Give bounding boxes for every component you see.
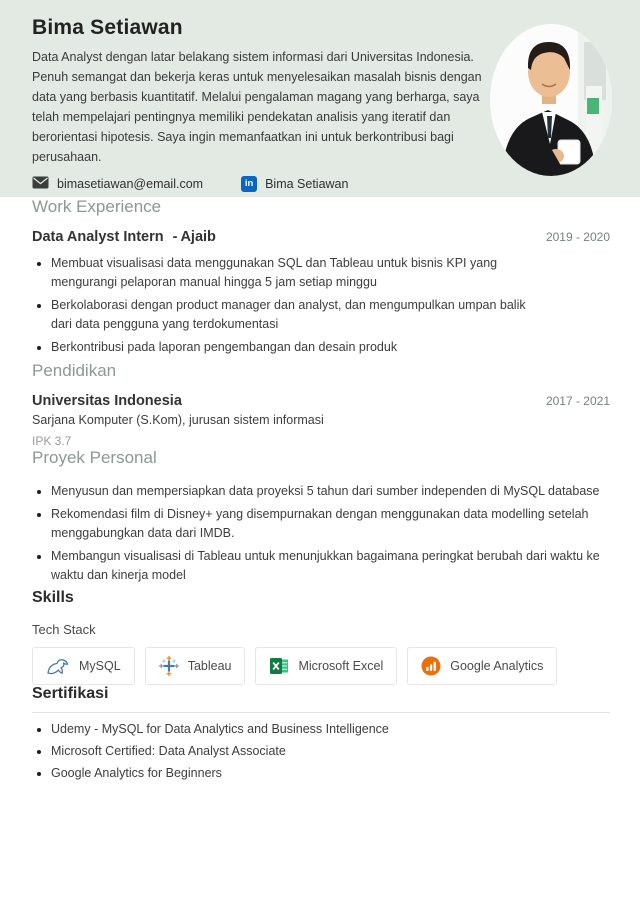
section-work-experience bbox=[32, 197, 610, 357]
email-link[interactable] bbox=[32, 176, 203, 192]
badge-mysql bbox=[32, 647, 135, 685]
linkedin-link[interactable] bbox=[241, 176, 348, 192]
project-bullet-list bbox=[32, 482, 610, 585]
tableau-icon bbox=[159, 656, 179, 676]
school-name: Universitas Indonesia bbox=[32, 393, 182, 409]
summary-text: Data Analyst dengan latar belakang sistem informasi dari Universitas Indonesia. Penuh semangat dan bekerja keras untuk menyelesaikan masalah bisnis dengan data yang berbasis kuantitatif. Melalui pengalaman magang yang berharga, saya telah mempelajari pentingnya memiliki pendekatan analisis yang iteratif dan berorientasi hipotesis. Saya ingin memanfaatkan ini untuk berkontribusi bagi perusahaan. bbox=[32, 50, 482, 164]
job-separator: - bbox=[172, 229, 178, 245]
excel-icon bbox=[269, 656, 289, 676]
badge-tableau bbox=[145, 647, 246, 685]
degree-text: Sarjana Komputer (S.Kom), jurusan sistem informasi bbox=[32, 413, 324, 427]
work-bullet-list bbox=[32, 254, 532, 357]
certifications-divider bbox=[32, 712, 610, 713]
work-heading: Work Experience bbox=[32, 197, 162, 216]
education-dates: 2017 - 2021 bbox=[545, 394, 610, 408]
education-heading: Pendidikan bbox=[32, 361, 117, 380]
badge-label: Google Analytics bbox=[450, 659, 544, 673]
education-row bbox=[32, 393, 610, 409]
section-certifications bbox=[32, 685, 610, 783]
email-text: bimasetiawan@email.com bbox=[57, 177, 204, 191]
work-dates: 2019 - 2020 bbox=[545, 230, 610, 244]
badge-google-analytics bbox=[407, 647, 557, 685]
linkedin-icon: in bbox=[241, 176, 257, 192]
badge-label: Microsoft Excel bbox=[298, 659, 384, 673]
section-education bbox=[32, 361, 610, 448]
work-bullet: • Berkolaborasi dengan product manager dan analyst, dan mengumpulkan umpan balik dari data pengguna yang terdokumentasi bbox=[51, 296, 532, 334]
certifications-heading: Sertifikasi bbox=[32, 685, 109, 702]
job-role: Data Analyst Intern bbox=[32, 229, 164, 245]
name-heading: Bima Setiawan bbox=[32, 16, 183, 39]
certification-bullet-list bbox=[32, 720, 610, 783]
gpa-text: IPK 3.7 bbox=[32, 434, 72, 448]
skills-heading: Skills bbox=[32, 589, 74, 606]
section-skills bbox=[32, 589, 610, 685]
project-bullet: • Rekomendasi film di Disney+ yang disempurnakan dengan menggunakan data modelling setelah menggabungkan data dari IMDB. bbox=[51, 505, 610, 543]
mysql-dolphin-icon bbox=[46, 657, 70, 676]
resume-header bbox=[0, 0, 640, 197]
google-analytics-icon bbox=[421, 656, 441, 676]
certification-bullet: • Microsoft Certified: Data Analyst Associate bbox=[51, 742, 610, 761]
linkedin-text: Bima Setiawan bbox=[265, 177, 349, 191]
projects-heading: Proyek Personal bbox=[32, 448, 157, 467]
job-row bbox=[32, 229, 610, 245]
badge-label: Tableau bbox=[187, 659, 232, 673]
work-bullet: • Membuat visualisasi data menggunakan SQL dan Tableau untuk bisnis KPI yang mengurangi pelaporan manual hingga 5 jam setiap minggu bbox=[51, 254, 532, 292]
company-name: Ajaib bbox=[180, 229, 216, 245]
contact-row bbox=[32, 176, 490, 192]
badge-excel bbox=[255, 647, 397, 685]
portrait-illustration bbox=[490, 24, 612, 176]
tech-stack-label: Tech Stack bbox=[32, 622, 96, 637]
certification-bullet: • Udemy - MySQL for Data Analytics and Business Intelligence bbox=[51, 720, 610, 739]
project-bullet: • Membangun visualisasi di Tableau untuk menunjukkan bagaimana peringkat berubah dari waktu ke waktu dan kinerja model bbox=[51, 547, 610, 585]
tech-stack-badges bbox=[32, 647, 610, 685]
certification-bullet: • Google Analytics for Beginners bbox=[51, 764, 610, 783]
project-bullet: • Menyusun dan mempersiapkan data proyeksi 5 tahun dari sumber independen di MySQL database bbox=[51, 482, 610, 501]
email-icon bbox=[32, 176, 49, 192]
job-title bbox=[32, 229, 216, 245]
work-bullet: • Berkontribusi pada laporan pengembangan dan desain produk bbox=[51, 338, 532, 357]
section-projects bbox=[32, 448, 610, 585]
profile-photo bbox=[490, 24, 612, 176]
badge-label: MySQL bbox=[79, 659, 121, 673]
